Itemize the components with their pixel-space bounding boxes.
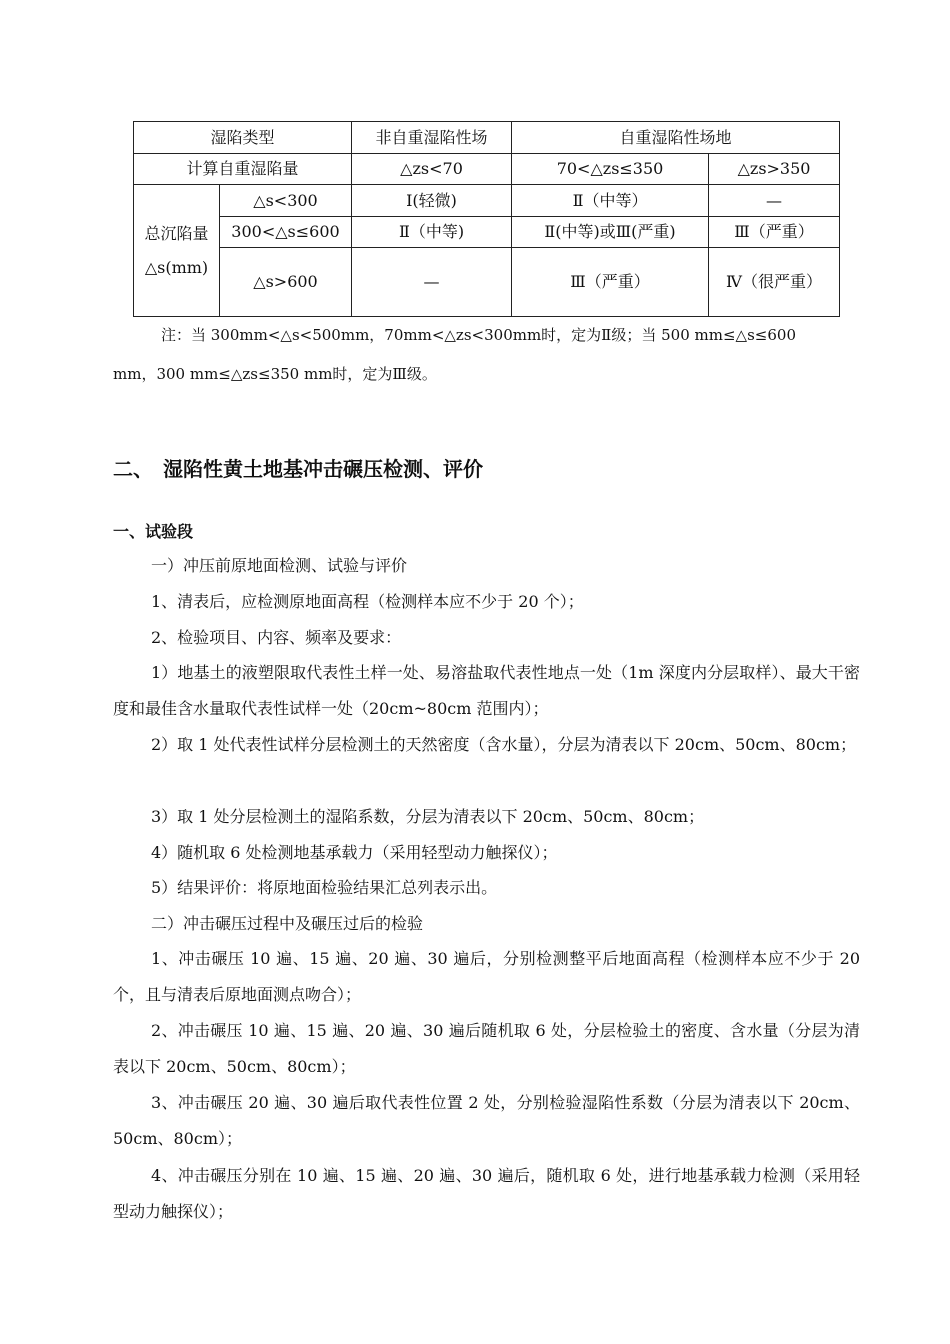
paragraph: 4、冲击碾压分别在 10 遍、15 遍、20 遍、30 遍后，随机取 6 处，进行地基承载力检测（采用轻型动力触探仪）；: [113, 1166, 860, 1221]
section-title: 湿陷性黄土地基冲击碾压检测、评价: [163, 457, 483, 481]
paragraph: 1）地基土的液塑限取代表性土样一处、易溶盐取代表性地点一处（1m 深度内分层取样）、最大干密度和最佳含水量取代表性试样一处（20cm~80cm 范围内）；: [113, 663, 860, 718]
table-cell: 70<△zs≤350: [512, 154, 709, 185]
paragraph: 4）随机取 6 处检测地基承载力（采用轻型动力触探仪）；: [151, 843, 558, 862]
table-row: [134, 248, 840, 317]
paragraph: 3）取 1 处分层检测土的湿陷系数，分层为清表以下 20cm、50cm、80cm；: [151, 807, 705, 826]
header-non-self-weight: 非自重湿陷性场: [352, 122, 512, 154]
table-note-line-1: 注：当 300mm<△s<500mm，70mm<△zs<300mm时，定为Ⅱ级；当 500 mm≤△s≤600: [161, 326, 796, 344]
paragraph: 二）冲击碾压过程中及碾压过后的检验: [151, 914, 424, 933]
section-heading: [113, 455, 483, 483]
table-cell: Ⅱ（中等): [352, 217, 512, 248]
total-settlement-label: 总沉陷量△s(mm): [134, 185, 220, 317]
paragraph: 2）取 1 处代表性试样分层检测土的天然密度（含水量），分层为清表以下 20cm、50cm、80cm；: [151, 735, 857, 754]
calc-label: 计算自重湿陷量: [134, 154, 352, 185]
table-cell: Ⅱ（中等）: [512, 185, 709, 217]
paragraph: 3、冲击碾压 20 遍、30 遍后取代表性位置 2 处，分别检验湿陷性系数（分层为清表以下 20cm、50cm、80cm）；: [113, 1093, 860, 1148]
table-cell: 300<△s≤600: [220, 217, 352, 248]
table-cell: —: [709, 185, 840, 217]
table-row: [134, 185, 840, 217]
subsection-heading: 一、试验段: [113, 522, 194, 541]
table-cell: △s>600: [220, 248, 352, 317]
table-row: [134, 217, 840, 248]
paragraph: 一）冲压前原地面检测、试验与评价: [151, 556, 408, 575]
paragraph: 5）结果评价：将原地面检验结果汇总列表示出。: [151, 878, 498, 897]
paragraph: 2、检验项目、内容、频率及要求：: [151, 628, 402, 647]
paragraph: 1、冲击碾压 10 遍、15 遍、20 遍、30 遍后，分别检测整平后地面高程（检测样本应不少于 20 个，且与清表后原地面测点吻合）；: [113, 949, 860, 1004]
table-cell: Ⅱ(中等)或Ⅲ(严重): [512, 217, 709, 248]
table-cell: Ⅲ（严重）: [512, 248, 709, 317]
table-note-line-2: mm，300 mm≤△zs≤350 mm时，定为Ⅲ级。: [113, 365, 437, 383]
table-cell: △zs>350: [709, 154, 840, 185]
table-cell: Ⅰ(轻微): [352, 185, 512, 217]
table-cell: Ⅲ（严重）: [709, 217, 840, 248]
table-cell: —: [352, 248, 512, 317]
table-cell: △s<300: [220, 185, 352, 217]
table-cell: △zs<70: [352, 154, 512, 185]
header-self-weight: 自重湿陷性场地: [512, 122, 840, 154]
collapsibility-grade-table: [133, 121, 840, 317]
paragraph: 1、清表后，应检测原地面高程（检测样本应不少于 20 个）；: [151, 592, 584, 611]
table-header-row: [134, 122, 840, 154]
table-cell: Ⅳ（很严重）: [709, 248, 840, 317]
section-number: 二、: [113, 457, 153, 481]
paragraph: 2、冲击碾压 10 遍、15 遍、20 遍、30 遍后随机取 6 处，分层检验土的密度、含水量（分层为清表以下 20cm、50cm、80cm）；: [113, 1021, 860, 1076]
table-row-calc: [134, 154, 840, 185]
header-collapse-type: 湿陷类型: [134, 122, 352, 154]
